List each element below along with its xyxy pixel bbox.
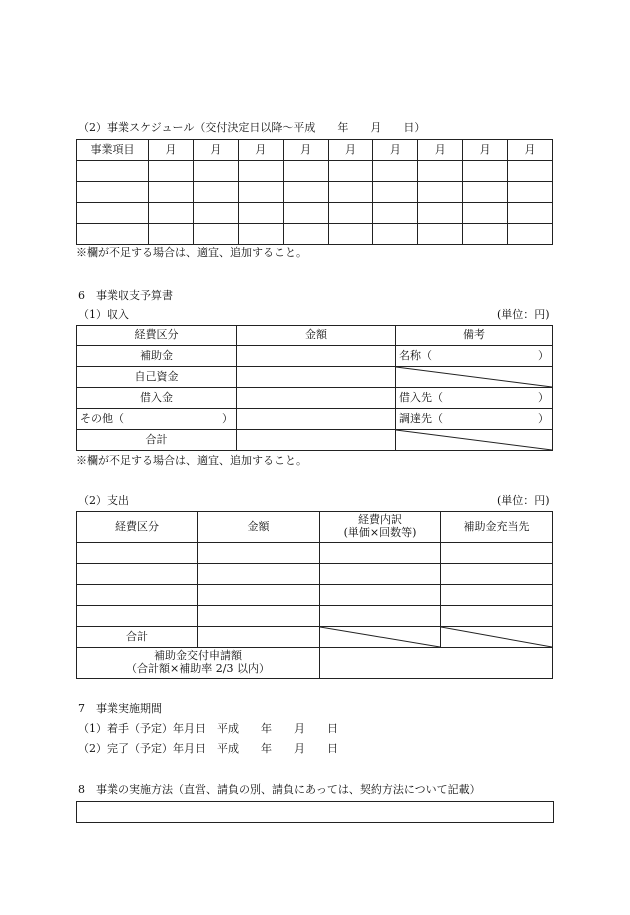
- remark-close: ）: [538, 348, 549, 362]
- remark-label: 調達先（: [399, 411, 443, 425]
- remark-close: ）: [538, 411, 549, 425]
- table-row: [77, 564, 553, 585]
- expense-header-amount: 金額: [198, 512, 320, 543]
- expense-header-category: 経費区分: [77, 512, 198, 543]
- income-header-remarks: 備考: [396, 326, 553, 346]
- application-line-2: （合計額×補助率 2/3 以内）: [126, 662, 270, 675]
- application-line-1: 補助金交付申請額: [154, 649, 242, 663]
- table-row: [77, 182, 553, 203]
- breakdown-line-1: 経費内訳: [358, 513, 402, 527]
- diagonal-cell: [396, 430, 553, 451]
- table-row: [77, 203, 553, 224]
- income-category-total: 合計: [77, 430, 237, 451]
- income-remark-cell: [396, 346, 553, 367]
- expense-table: [76, 511, 553, 679]
- table-row: [77, 543, 553, 564]
- schedule-table: [76, 139, 553, 245]
- table-row: [77, 161, 553, 182]
- diagonal-cell: [320, 627, 441, 648]
- income-remark-cell: [396, 388, 553, 409]
- income-category-loan: 借入金: [77, 388, 237, 409]
- income-category-other: [77, 409, 237, 430]
- method-input-box[interactable]: [76, 801, 554, 823]
- income-category-own-funds: 自己資金: [77, 367, 237, 388]
- remark-label: 名称（: [399, 348, 432, 362]
- schedule-col-month: 月: [418, 140, 463, 161]
- income-header-amount: 金額: [237, 326, 396, 346]
- expense-unit: (単位：円): [497, 494, 550, 507]
- schedule-col-month: 月: [463, 140, 508, 161]
- schedule-col-month: 月: [328, 140, 373, 161]
- table-row: [77, 367, 553, 388]
- schedule-col-month: 月: [508, 140, 553, 161]
- income-note: ※欄が不足する場合は、適宜、追加すること。: [76, 454, 307, 467]
- table-row: [77, 388, 553, 409]
- other-close: ）: [222, 411, 233, 425]
- table-row: [77, 585, 553, 606]
- income-category-subsidy: 補助金: [77, 346, 237, 367]
- application-amount-label: [77, 648, 320, 679]
- budget-heading: 6 事業収支予算書: [78, 289, 173, 302]
- table-row: [77, 627, 553, 648]
- schedule-note: ※欄が不足する場合は、適宜、追加すること。: [76, 246, 307, 259]
- income-unit: (単位：円): [497, 308, 550, 321]
- schedule-col-month: 月: [238, 140, 283, 161]
- expense-header-allocation: 補助金充当先: [441, 512, 553, 543]
- table-row: [77, 430, 553, 451]
- table-row: [77, 224, 553, 245]
- income-table: [76, 325, 553, 451]
- other-label: その他（: [80, 411, 124, 425]
- table-row: [77, 606, 553, 627]
- schedule-col-item: 事業項目: [77, 140, 149, 161]
- schedule-col-month: 月: [193, 140, 238, 161]
- schedule-col-month: 月: [373, 140, 418, 161]
- period-heading: 7 事業実施期間: [78, 702, 162, 715]
- table-row: [77, 346, 553, 367]
- period-start: （1）着手（予定）年月日 平成 年 月 日: [78, 722, 338, 735]
- remark-close: ）: [538, 390, 549, 404]
- remark-label: 借入先（: [399, 390, 443, 404]
- expense-header-breakdown: [320, 512, 441, 543]
- diagonal-cell: [396, 367, 553, 388]
- table-row: [77, 409, 553, 430]
- income-subheading: （1）収入: [78, 308, 129, 321]
- breakdown-line-2: (単価×回数等): [343, 526, 417, 539]
- period-end: （2）完了（予定）年月日 平成 年 月 日: [78, 742, 338, 755]
- diagonal-cell: [441, 627, 553, 648]
- expense-total-label: 合計: [77, 627, 198, 648]
- table-row: [77, 648, 553, 679]
- income-remark-cell: [396, 409, 553, 430]
- schedule-heading: （2）事業スケジュール（交付決定日以降～平成 年 月 日）: [78, 121, 426, 134]
- schedule-col-month: 月: [283, 140, 328, 161]
- expense-subheading: （2）支出: [78, 494, 129, 507]
- method-heading: 8 事業の実施方法（直営、請負の別、請負にあっては、契約方法について記載）: [78, 783, 481, 796]
- income-header-category: 経費区分: [77, 326, 237, 346]
- schedule-col-month: 月: [149, 140, 194, 161]
